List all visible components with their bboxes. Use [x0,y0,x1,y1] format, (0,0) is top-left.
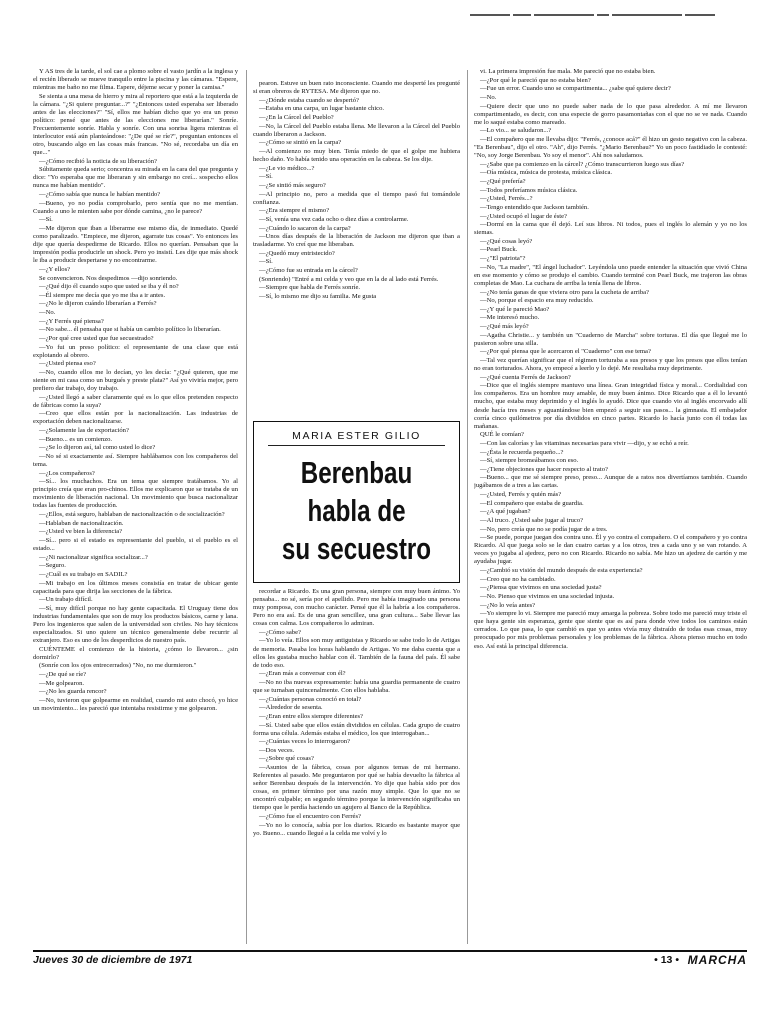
article-paragraph: —Siempre que habla de Ferrés sonríe. [259,284,361,292]
article-paragraph: —Sí, siempre bromeábamos con eso. [480,457,579,465]
article-paragraph: —¿No lo veía antes? [480,601,536,609]
article-paragraph: —Al comienzo no muy bien. Tenía miedo de que el golpe me hubiera hecho daño. Yo había tenido una operación en la cabeza. Se los dije. [253,147,460,163]
article-paragraph: —Unos días después de la liberación de Jackson me dijeron que iban a trasladarme. Yo creí que me liberaban. [253,233,460,249]
article-paragraph: —¿Por qué piensa que le acercaron el "Cuaderno" con ese tema? [480,348,651,356]
headline-box [253,421,460,583]
article-paragraph: —¿Quedó muy entristecido? [259,249,335,257]
article-paragraph: —Creo que ellos están por la nacionalización. Las industrias de exportación deben nacionalizarse. [33,410,238,426]
article-paragraph: —Con las calorías y las vitaminas necesarias para vivir —dijo, y se echó a reír. [480,439,689,447]
article-paragraph: —¿No les guarda rencor? [39,688,107,696]
article-paragraph: —Se puede, porque juegan dos contra uno. Él y yo contra el compañero. O el compañero y yo contra Ricardo. Al que juega solo se le dan cuatro cartas y a los otros, tres a cada uno y se van rotando. A veces yo jugaba al ajedrez, pero no con Ricardo. Ricardo no sabía. Me hizo un ajedrez de cartón y me ayudaba jugar. [474,534,747,566]
article-paragraph: —Pearl Buck. [480,246,518,254]
author-name: MARIA ESTER GILIO [292,430,421,442]
article-paragraph: —¿Usted ocupó el lugar de éste? [480,212,567,220]
article-paragraph: —¿Qué más leyó? [480,323,529,331]
article-paragraph: —¿Le vio médico...? [259,164,315,172]
article-paragraph: —¿Ésta le recuerda pequeño...? [480,448,564,456]
article-paragraph: —Asuntos de la fábrica, cosas por algunos temas de mi hermano. Referentes al pasado. Me preguntaron por qué se había devuelto la fábrica al señor Berenbau después de la intervención. Yo dije que había sido por dos cosas, en primer término por una razón muy simple. Que lo que no se encontró culpable; en segundo término porque la intervención significaba un tiempo que le perdía haciendo un agujero al Banco de la República. [253,764,460,812]
article-paragraph: —Yo siempre lo vi. Siempre me pareció muy amarga la pobreza. Sobre todo me pareció muy triste el que haya gente sin esperanza, gente que siente que es así para donde vive todos los caminos están cerrados. Lo que pasa, lo que cambió es que yo antes vivía muy distraído de todas esas cosas, muy preocupado por mis problemas personales y los problemas de la fábrica. Ahora pienso mucho en todo eso. Así está la principal diferencia. [474,610,747,650]
article-paragraph: —Alrededor de sesenta. [259,704,323,712]
article-paragraph: —Quiere decir que uno no puede saber nada de lo que pasa alrededor. A mí me llevaron compartimentado, es decir, con una especie de gorro pasamontañas con el que no se ve nada. Cuando me lo saqué estaba como mareado. [474,102,747,126]
article-column-1 [33,68,238,944]
article-paragraph: —Bueno... que me sé siempre preso, preso... Aunque de a ratos nos divertíamos también. Cuando jugábamos de a tres a las cartas. [474,474,747,490]
column-separator [246,70,247,944]
article-paragraph: —El compañero que estaba de guardia. [480,499,584,507]
article-paragraph: —¿Cómo fue su entrada en la cárcel? [259,267,358,275]
article-paragraph: —¿Por qué le pareció que no estaba bien? [480,76,591,84]
article-paragraph: —Bueno... es un comienzo. [39,435,113,443]
article-paragraph: —¿Cómo recibió la noticia de su liberación? [39,157,157,165]
article-paragraph: —Sí... los muchachos. Era un tema que siempre tratábamos. Yo al principio creía que eran pro-chinos. Ellos me explicaron que se trataba de un movimiento de liberación nacional. Un movimiento que busca nacionalizar todas las fuentes de producción. [33,478,238,510]
article-paragraph: —No. Pienso que vivimos en una sociedad injusta. [480,593,615,601]
article-column-2-top [253,80,460,414]
article-paragraph: —Tal vez querían significar que el régimen torturaba a sus presos y que los presos que ellos tenían no eran torturados. Ahora, yo empecé a leerlo y lo dejé. Me resultaba muy deprimente. [474,357,747,373]
article-column-2-bottom [253,588,460,944]
article-paragraph: —¿Y Ferrés qué piensa? [39,317,104,325]
article-paragraph: —¿Cómo fue el encuentro con Ferrés? [259,812,361,820]
article-paragraph: —Sí, lo mismo me dijo su familia. Me gusta [259,293,377,301]
article-paragraph: —¿Qué dijo él cuando supo que usted se iba y él no? [39,283,179,291]
article-paragraph: —¿Dónde estaba cuando se despertó? [259,96,359,104]
article-paragraph: —Al principio no, pero a medida que el tiempo pasó fui tomándole confianza. [253,190,460,206]
article-paragraph: —¿Los compañeros? [39,469,95,477]
article-paragraph: —¿Se lo dijeron así, tal como usted lo dice? [39,444,156,452]
article-paragraph: —¿"El patriota"? [480,255,526,263]
article-paragraph: —Bueno, yo no podía comprobarlo, pero sentía que no me mentían. Cuando a uno le mienten sabe por dónde camina, ¿no le parece? [33,199,238,215]
article-paragraph: —Sí. [259,258,273,266]
article-paragraph: —Me interesó mucho. [480,314,540,322]
article-column-3 [474,68,747,944]
article-paragraph: —Sí. [39,216,53,224]
article-paragraph: —Él siempre me decía que yo me iba a ir antes. [39,291,166,299]
article-paragraph: —¿Usted piensa eso? [39,360,96,368]
article-paragraph: —¿Cambió su visión del mundo después de esta experiencia? [480,567,643,575]
article-paragraph: —Un trabajo difícil. [39,596,93,604]
issue-date: Jueves 30 de diciembre de 1971 [33,954,193,966]
article-paragraph: —¿Y ellos? [39,265,71,273]
article-paragraph: —¿Qué prefería? [480,177,526,185]
article-paragraph: —Dice que el inglés siempre mantuvo una línea. Gran integridad física y moral... Cordialidad con los compañeros. Era un hombre muy amable, de muy buen ánimo. Dice Ricardo que a él lo levantó mucho, que estaba muy deprimido y el inglés lo ayudó. Dice que cuando vio al inglés encorvado allí desde hacía tres meses y aguantándose bien empezó a seguir sus pasos... la gimnasia. El embajador corría cinco quilómetros por día divididos en cinco partes. Ricardo lo hacía junto con él todas las mañanas. [474,382,747,430]
headline-line: habla de [307,493,406,528]
article-paragraph: —¿Qué cosas leyó? [480,237,533,245]
column-separator [467,70,468,944]
article-paragraph: —No. [39,309,56,317]
page-number: • 13 • [654,954,679,966]
article-paragraph: —Sí... pero si el estado es representante del pueblo, si el pueblo es el estado... [33,537,238,553]
article-paragraph: —¿Sabe que pa comienzo en la cárcel? ¿Cómo transcurrieron luego sus días? [480,160,685,168]
article-paragraph: —¿Cuántas personas conoció en total? [259,695,362,703]
article-paragraph: —No, la Cárcel del Pueblo estaba llena. Me llevaron a la Cárcel del Pueblo cuando liberaron a Jackson. [253,122,460,138]
article-paragraph: —¿Ellos, está seguro, hablaban de nacionalización o de socialización? [39,511,225,519]
article-paragraph: —¿Sobre qué cosas? [259,755,314,763]
article-paragraph: —Oía música, música de protesta, música clásica. [480,169,613,177]
article-paragraph: —Agatha Christie... y también un "Cuaderno de Marcha" sobre torturas. El día que llegué me lo pusieron sobre una silla. [474,331,747,347]
article-paragraph: —¿Y qué le pareció Mao? [480,305,550,313]
headline-rule [268,445,445,446]
article-paragraph: pearon. Estuve un buen rato inconsciente. Cuando me desperté les pregunté si eran obreros de RYTESA. Me dijeron que no. [253,80,460,96]
article-paragraph: —Dormí en la cama que él dejó. Leí sus libros. Ni todos, pues el inglés lo alemán y yo no los siemas. [474,221,747,237]
article-paragraph: —Sí, venía una vez cada ocho o diez días a controlarme. [259,215,409,223]
article-paragraph: —¿Usted, Ferrés...? [480,195,533,203]
article-paragraph: —¿Eran más a conversar con él? [259,670,346,678]
article-paragraph: —No, cuando ellos me lo decían, yo les decía: "¿Qué quieren, que me siente en mi casa como un burgués y preste plata?" Así yo viviría mejor, pero prefiero dar trabajo, doy trabajo. [33,368,238,393]
article-paragraph: —¿Solamente las de exportación? [39,427,129,435]
page-footer [33,950,747,968]
article-paragraph: —¿Ni nacionalizar significa socializar...? [39,553,148,561]
article-paragraph: —¿De qué se ríe? [39,671,87,679]
article-paragraph: —Lo vio... se saludaron...? [480,127,552,135]
article-paragraph: —No sé si exactamente así. Siempre hablábamos con los compañeros del tema. [33,453,238,469]
headline-line: su secuestro [281,531,432,566]
magazine-name: MARCHA [687,953,747,967]
article-paragraph: —Todos preferíamos música clásica. [480,186,578,194]
article-paragraph: —Me golpearon. [39,679,85,687]
article-paragraph: —Al truco. ¿Usted sabe jugar al truco? [480,517,584,525]
article-paragraph: —Yo lo veía. Ellos son muy antiguistas y Ricardo se sabe todo lo de Artigas de memoria. Pasaba los horas hablando de Artigas. Yo me daba cuenta que a ellos les gustaba mucho hablar con él. También de la fauna del país. Él sabe de todo eso. [253,637,460,669]
article-paragraph: —Sí. [259,173,273,181]
article-paragraph: QUÉ le comían? [480,431,524,439]
article-paragraph: —¿A qué jugaban? [480,508,531,516]
article-paragraph: —Sí. Usted sabe que ellos están divididos en células. Cada grupo de cuatro forma una célula. Además estaba el médico, los que interrogaban... [253,721,460,737]
article-paragraph: —¿Piensa que vivimos en una sociedad justa? [480,584,602,592]
article-paragraph: Se convencieron. Nos despedimos —dijo sonriendo. [39,274,178,282]
article-paragraph: —¿Cuántas veces lo interrogaron? [259,738,350,746]
article-paragraph: —No, pero creía que no se podía jugar de a tres. [480,525,608,533]
article-paragraph: —¿No tenía ganas de que viviera otro para la cucheta de arriba? [480,288,649,296]
article-paragraph: —No, porque el espacio era muy reducido. [480,297,594,305]
article-paragraph: —Yo fui un preso político: el representante de una clase que está explotando al obrero. [33,343,238,359]
article-paragraph: —Estaba en una carpa, un lugar bastante chico. [259,105,385,113]
article-paragraph: —¿No le dijeron cuándo liberarían a Ferrés? [39,300,157,308]
article-paragraph: —Creo que no ha cambiado. [480,575,556,583]
article-paragraph: —Hablaban de nacionalización. [39,519,124,527]
article-paragraph: —No. [480,93,497,101]
article-paragraph: (Sonriendo) "Entré a mi celda y veo que en la de al lado está Ferrés. [259,275,439,283]
article-paragraph: —¿Cómo sabe? [259,628,301,636]
article-paragraph: —¿Era siempre el mismo? [259,207,330,215]
headline-line: Berenbau [300,455,413,490]
article-paragraph: —Me dijeron que iban a liberarme ese mismo día, de inmediato. Quedé como paralizado. "Empiece, me dijeron, agarrate tus cosas". Yo entonces les dije que quería despedirme de Ricardo. Ellos no querían. Pensaban que la impresión podía producirle un shock. Pero yo insistí. Les dije que más shock le iba a producir despertarse y no encontrarme. [33,225,238,265]
article-paragraph: —¿Usted ve bien la diferencia? [39,528,123,536]
article-paragraph: —¿Eran entre ellos siempre diferentes? [259,712,363,720]
article-paragraph: —No, "La madre", "El ángel luchador". Leyéndola uno puede entender la situación que vivió China en ese momento y cómo se produjo el cambio. Cuando terminé con Pearl Buck, me trajeron las obras completas de Mao. La cuchara de arriba la tenía llena de libros. [474,263,747,287]
article-paragraph: —¿Usted, Ferrés y quién más? [480,491,562,499]
article-paragraph: —Fue un error. Cuando uno se compartimenta... ¿sabe qué quiere decir? [480,85,671,93]
article-paragraph: —No no iba nuevas expresamente: había una guardia permanente de cuatro que se turnaban quincenalmente. Con ellos hablaba. [253,678,460,694]
article-paragraph: —¿Por qué cree usted que fue secuestrado? [39,335,154,342]
article-paragraph: —¿Tiene objeciones que hacer respecto al trato? [480,465,608,473]
article-paragraph: (Sonríe con los ojos entrecerrados) "No, no me durmieron." [39,662,197,670]
article-paragraph: —¿Usted llegó a saber claramente qué es lo que ellos pretenden respecto de fábricas como la suya? [33,393,238,409]
article-paragraph: —Sí, muy difícil porque no hay gente capacitada. El Uruguay tiene dos industrias fundamentales que son de muy los productos básicos, carne y lana. Pero los ingenieros que salen de la universidad son civiles. No hay técnicos especializados. Si uno quiere un técnico generalmente debe recurrir al extranjero. Eso es uno de los desperdicios de nuestro país. [33,604,238,645]
article-paragraph: —¿Cómo se sintió en la carpa? [259,139,342,147]
article-paragraph: vi. La primera impresión fue mala. Me pareció que no estaba bien. [480,68,656,75]
article-paragraph: —No sabe... él pensaba que si había un cambio político lo liberarían. [39,326,221,334]
article-paragraph: —Seguro. [39,562,66,570]
article-paragraph: —Yo no lo conocía, sabía por los diarios. Ricardo es bastante mayor que yo. Bueno... cuando llegué a la celda me volví y lo [253,821,460,837]
article-paragraph: —¿Cuál es su trabajo en SADIL? [39,571,128,578]
article-paragraph: Se sienta a una mesa de hierro y mira al reportero que está a la izquierda de la cámara. "¿Si quiere preguntar...?" "¿Entonces usted esperaba ser liberado antes de las elecciones?" "Sí, ellos me habían dicho que yo era un preso político: pensé que antes de las elecciones me liberarían." Sonríe. Frecuentemente sonríe. Habla y sonríe. Con una sonrisa ligera mientras el interlocutor está aún planteándose: "¿De qué se ríe?", preguntan entonces el otro, buscando algo en las cosas más francas. "No sé, recordaba un día en que..." [33,92,238,157]
article-paragraph: —Dos veces. [259,746,295,754]
print-noise [470,6,730,16]
article-paragraph: —¿Qué cuenta Ferrés de Jackson? [480,373,571,381]
article-paragraph: —No, tuvieron que golpearme en realidad, cuando mi auto chocó, yo hice un movimiento... les pareció que intentaba resistirme y me golpearon. [33,697,238,713]
article-paragraph: —¿Cuándo lo sacaron de la carpa? [259,224,351,232]
article-paragraph: —¿En la Cárcel del Pueblo? [259,113,334,121]
article-paragraph: CUÉNTEME el comienzo de la historia, ¿cómo lo llevaron... ¿sin dormirlo? [33,645,238,661]
article-paragraph: —Tengo entendido que Jackson también. [480,203,589,211]
article-paragraph: recordar a Ricardo. Es una gran persona, siempre con muy buen ánimo. Yo pensaba... no sé, sería por el apellido. Pero me había imaginado una persona muy pomposa, con mucho carácter. Pensé que él la habría a los compañeros. Pero no era así. Es de una gran sencillez, una gran cultura... Sabe llevar las cosas con calma. Los compañeros lo admiran. [253,588,460,628]
article-paragraph: —Mi trabajo en los últimos meses consistía en tratar de ubicar gente capacitada para que dirija las secciones de la fábrica. [33,579,238,595]
article-paragraph: Y AS tres de la tarde, el sol cae a plomo sobre el vasto jardín a la inglesa y el recién liberado se mueve tranquilo entre la piscina y las cámaras. "Espere, mientras me baño no me filma. Espere, déjeme secar y poner la camisa." [33,68,238,92]
article-paragraph: —¿Cómo sabía que nunca le habían mentido? [39,191,161,199]
headline [277,454,437,568]
article-paragraph: Súbitamente queda serio; concentra su mirada en la cara del que pregunta y dice: "Yo esperaba que me liberaran y sin embargo no creí... sospecho ellos nunca me habían mentido". [33,166,238,190]
article-paragraph: —El compañero que me llevaba dijo: "Ferrés, ¿conoce acá?" él hizo un gesto negativo con la cabeza. "Es Berenbau", dijo el otro. "Ah", dijo Ferrés. "¿Mario Berenbau?" Yo un poco fastidiado le contesté: "No, soy Jorge Berenbau. Yo soy el menor". Ahí nos saludamos. [474,135,747,160]
article-paragraph: —¿Se sintió más seguro? [259,181,326,189]
